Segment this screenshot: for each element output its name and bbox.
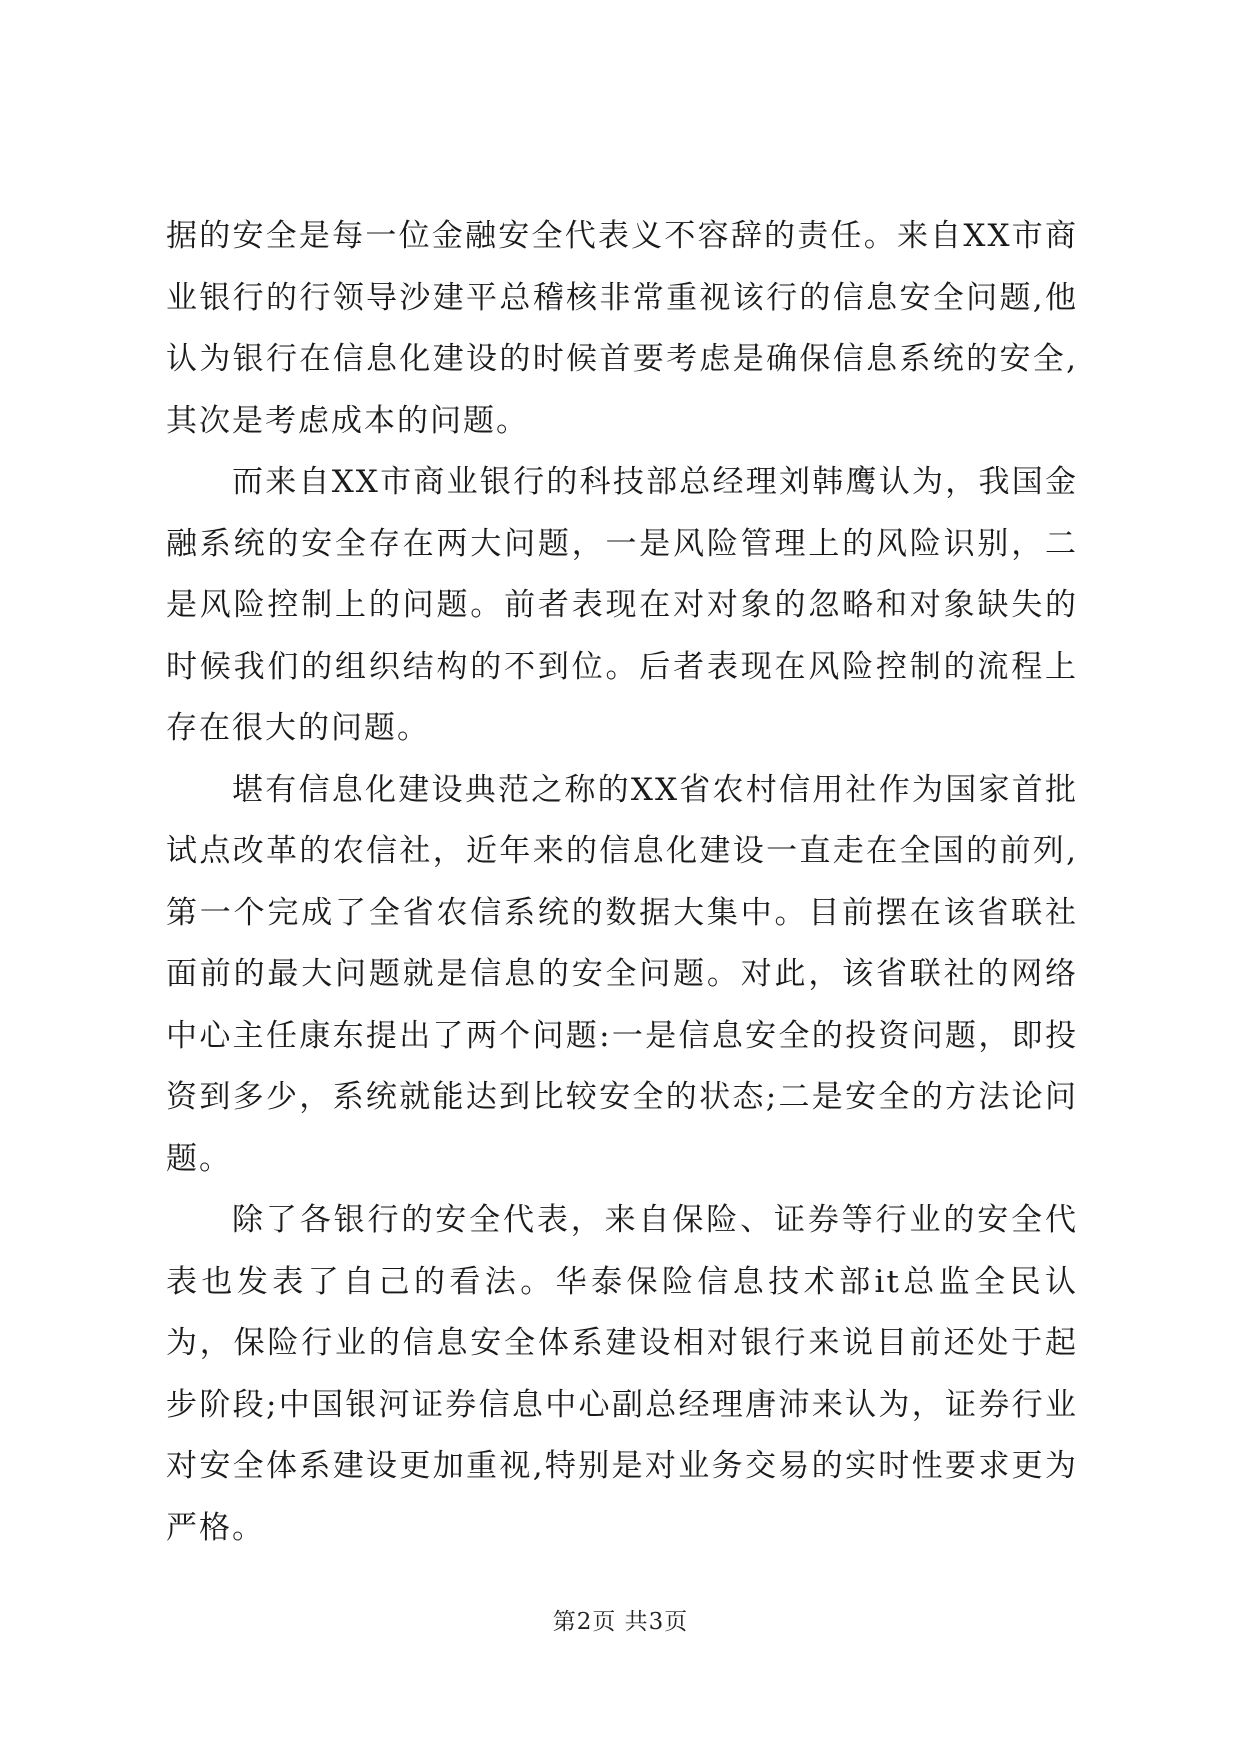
page-footer: 第2页 共3页: [552, 1609, 689, 1635]
paragraph-tech-dept: 而来自XX市商业银行的科技部总经理刘韩鹰认为，我国金融系统的安全存在两大问题，一是风险管理上的风险识别，二是风险控制上的问题。前者表现在对对象的忽略和对象缺失的时候我们的组织结构的不到位。后者表现在风险控制的流程上存在很大的问题。: [166, 464, 1078, 746]
body-text: [166, 206, 1078, 1559]
paragraph-insurance-securities: 除了各银行的安全代表，来自保险、证券等行业的安全代表也发表了自己的看法。华泰保险信息技术部it总监全民认为，保险行业的信息安全体系建设相对银行来说目前还处于起步阶段;中国银河证券信息中心副总经理唐沛来认为，证券行业对安全体系建设更加重视,特别是对业务交易的实时性要求更为严格。: [166, 1202, 1078, 1546]
paragraph-rural-credit: 堪有信息化建设典范之称的XX省农村信用社作为国家首批试点改革的农信社，近年来的信息化建设一直走在全国的前列,第一个完成了全省农信系统的数据大集中。目前摆在该省联社面前的最大问题就是信息的安全问题。对此，该省联社的网络中心主任康东提出了两个问题:一是信息安全的投资问题，即投资到多少，系统就能达到比较安全的状态;二是安全的方法论问题。: [166, 771, 1078, 1177]
paragraph-continuation: 据的安全是每一位金融安全代表义不容辞的责任。来自XX市商业银行的行领导沙建平总稽核非常重视该行的信息安全问题,他认为银行在信息化建设的时候首要考虑是确保信息系统的安全,其次是考虑成本的问题。: [166, 218, 1078, 439]
